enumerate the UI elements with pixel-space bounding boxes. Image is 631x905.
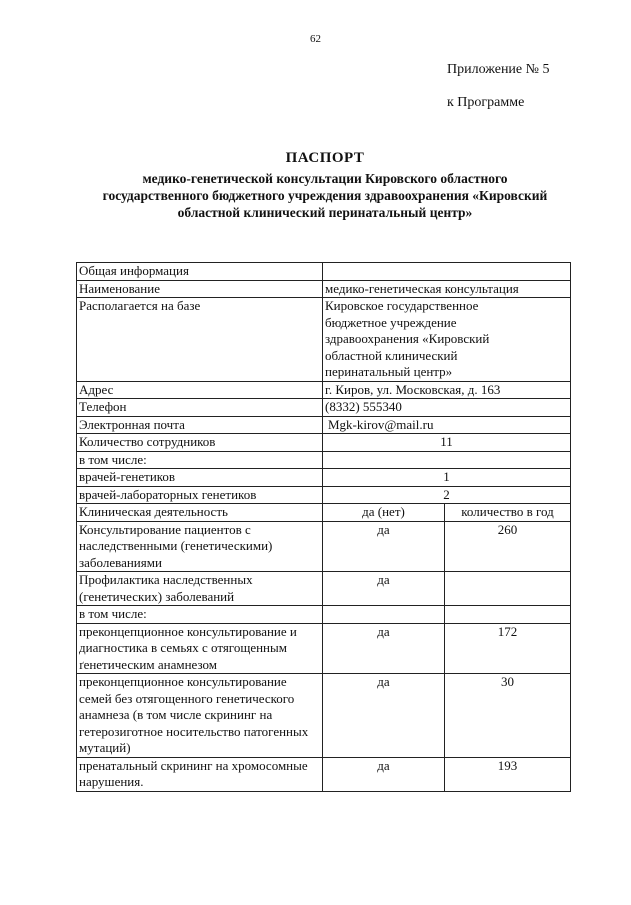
name-value: медико-генетическая консультация — [323, 280, 571, 298]
table-row — [77, 399, 571, 417]
appendix-number: Приложение № 5 — [447, 62, 550, 77]
passport-table — [76, 262, 571, 792]
row-count: 260 — [445, 521, 571, 572]
row-label: Профилактика наследственных (генетических) заболеваний — [77, 572, 323, 606]
title-line-3: областной клинический перинатальный центр» — [177, 205, 473, 220]
row-yn: да — [323, 674, 445, 758]
title-line-2: государственного бюджетного учреждения здравоохранения «Кировский — [102, 188, 548, 203]
table-row — [77, 486, 571, 504]
base-label: Располагается на базе — [77, 298, 323, 382]
row-yn — [323, 606, 445, 624]
row-yn: да — [323, 757, 445, 791]
doctors-value: 1 — [323, 469, 571, 487]
appendix-program: к Программе — [447, 95, 525, 110]
phone-label: Телефон — [77, 399, 323, 417]
clinical-yn-header: да (нет) — [323, 504, 445, 522]
base-value: Кировское государственное бюджетное учреждение здравоохранения «Кировский областной клинический перинатальный центр» — [323, 298, 571, 382]
empty-cell — [323, 263, 571, 281]
address-value: г. Киров, ул. Московская, д. 163 — [323, 381, 571, 399]
lab-label: врачей-лабораторных генетиков — [77, 486, 323, 504]
general-info-cell: Общая информация — [77, 263, 323, 281]
title-line-1: медико-генетической консультации Кировского областного — [142, 171, 508, 186]
table-row — [77, 623, 571, 674]
table-row — [77, 451, 571, 469]
table-row — [77, 381, 571, 399]
email-value: Mgk-kirov@mail.ru — [323, 416, 571, 434]
row-count: 193 — [445, 757, 571, 791]
table-row — [77, 572, 571, 606]
table-row — [77, 434, 571, 452]
phone-value: (8332) 555340 — [323, 399, 571, 417]
table-row — [77, 757, 571, 791]
table-row — [77, 280, 571, 298]
row-label: преконцепционное консультирование семей без отягощенного генетического анамнеза (в том числе скрининг на гетерозиготное носительство патогенных мутаций) — [77, 674, 323, 758]
address-label: Адрес — [77, 381, 323, 399]
row-count — [445, 572, 571, 606]
table-row — [77, 469, 571, 487]
table-row — [77, 674, 571, 758]
clinical-count-header: количество в год — [445, 504, 571, 522]
row-label: в том числе: — [77, 606, 323, 624]
row-count — [445, 606, 571, 624]
doctors-label: врачей-генетиков — [77, 469, 323, 487]
table-row — [77, 263, 571, 281]
table-row — [77, 416, 571, 434]
row-yn: да — [323, 623, 445, 674]
page-title: ПАСПОРТ — [285, 150, 365, 166]
row-label: пренатальный скрининг на хромосомные нарушения. — [77, 757, 323, 791]
table-row — [77, 504, 571, 522]
name-label: Наименование — [77, 280, 323, 298]
row-yn: да — [323, 572, 445, 606]
page-number: 62 — [310, 33, 321, 45]
clinical-label: Клиническая деятельность — [77, 504, 323, 522]
table-row — [77, 606, 571, 624]
email-label: Электронная почта — [77, 416, 323, 434]
row-count: 172 — [445, 623, 571, 674]
staff-value: 11 — [323, 434, 571, 452]
table-row — [77, 521, 571, 572]
empty-cell — [323, 451, 571, 469]
table-row — [77, 298, 571, 382]
staff-label: Количество сотрудников — [77, 434, 323, 452]
lab-value: 2 — [323, 486, 571, 504]
row-label: Консультирование пациентов с наследственными (генетическими) заболеваниями — [77, 521, 323, 572]
row-count: 30 — [445, 674, 571, 758]
row-label: преконцепционное консультирование и диагностика в семьях с отягощенным ґенетическим анамнезом — [77, 623, 323, 674]
title-block — [60, 150, 590, 221]
row-yn: да — [323, 521, 445, 572]
including-label: в том числе: — [77, 451, 323, 469]
